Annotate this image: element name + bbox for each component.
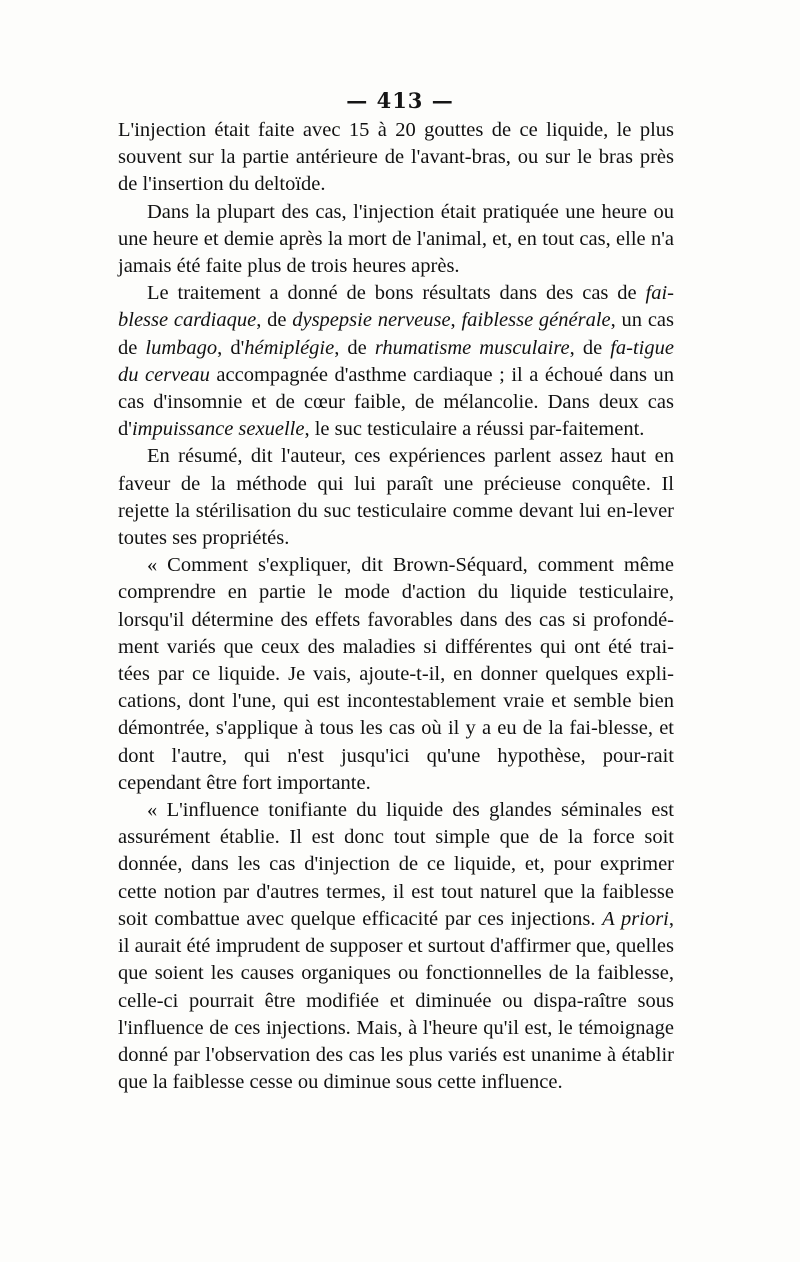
- italic-term: impuissance sexuelle: [131, 418, 305, 441]
- italic-term: rhumatisme musculaire: [374, 336, 570, 359]
- text-segment: , le suc testiculaire a réussi par-faitement.: [304, 418, 645, 441]
- text-segment: , de: [334, 336, 375, 359]
- body-text: [118, 117, 674, 1096]
- text-segment: , un cas de: [118, 309, 674, 359]
- italic-term: fai-blesse cardiaque: [118, 282, 674, 332]
- text-segment: Le traitement a donné de bons résultats dans des cas de: [147, 282, 646, 305]
- text-segment: , de: [569, 336, 611, 359]
- italic-term: A priori: [602, 907, 669, 930]
- paragraph: [118, 280, 674, 443]
- text-segment: En résumé, dit l'auteur, ces expériences parlent assez haut en faveur de la méthode qui lui paraît une précieuse conquête. Il rejette la stérilisation du suc testiculaire comme devant lui en-lever toutes ses propriétés.: [118, 445, 674, 550]
- paragraph: [118, 552, 674, 797]
- text-segment: ,: [450, 309, 462, 332]
- italic-term: fa-tigue du cerveau: [118, 336, 674, 386]
- italic-term: faiblesse générale: [461, 309, 611, 332]
- italic-term: lumbago: [145, 336, 218, 359]
- paragraph: [118, 443, 674, 552]
- text-segment: , de: [256, 309, 293, 332]
- paragraph: [118, 797, 674, 1096]
- text-segment: , il aurait été imprudent de supposer et surtout d'affirmer que, quelles que soient les causes organiques ou fonctionnelles de la faiblesse, celle-ci pourrait être modifiée et diminuée ou dispa-raître sous l'influence de ces injections. Mais, à l'heure qu'il est, le témoignage donné par l'observation des cas les plus variés est unanime à établir que la faiblesse cesse ou diminue sous cette influence.: [118, 907, 675, 1094]
- text-segment: « Comment s'expliquer, dit Brown-Séquard, comment même comprendre en partie le mode d'action du liquide testiculaire, lorsqu'il détermine des effets favorables dans des cas si profondé-ment variés que ceux des maladies si différentes qui ont été trai-tées par ce liquide. Je vais, ajoute-t-il, en donner quelques expli-cations, dont l'une, qui est incontestablement vraie et semble bien démontrée, s'applique à tous les cas où il y a eu de la fai-blesse, et dont l'autre, qui n'est jusqu'ici qu'une hypothèse, pour-rait cependant être fort importante.: [118, 554, 674, 794]
- text-segment: Dans la plupart des cas, l'injection était pratiquée une heure ou une heure et demie après la mort de l'animal, et, en tout cas, elle n'a jamais été faite plus de trois heures après.: [118, 200, 674, 278]
- paragraph: [118, 117, 674, 199]
- page-number: — 413 —: [346, 88, 454, 113]
- italic-term: hémiplégie: [244, 336, 335, 359]
- text-segment: , d': [217, 336, 245, 359]
- italic-term: dyspepsie nerveuse: [292, 309, 451, 332]
- text-segment: accompagnée d'asthme cardiaque ; il a échoué dans un cas d'insomnie et de cœur faible, de mélancolie. Dans deux cas d': [118, 363, 675, 441]
- text-segment: L'injection était faite avec 15 à 20 gouttes de ce liquide, le plus souvent sur la partie antérieure de l'avant-bras, ou sur le bras près de l'insertion du deltoïde.: [118, 119, 674, 196]
- paragraph: [118, 199, 674, 281]
- text-segment: « L'influence tonifiante du liquide des glandes séminales est assurément établie. Il est donc tout simple que de la force soit donnée, dans les cas d'injection de ce liquide, et, pour exprimer cette notion par d'autres termes, il est tout naturel que la faiblesse soit combattue avec quelque efficacité par ces injections.: [118, 799, 674, 930]
